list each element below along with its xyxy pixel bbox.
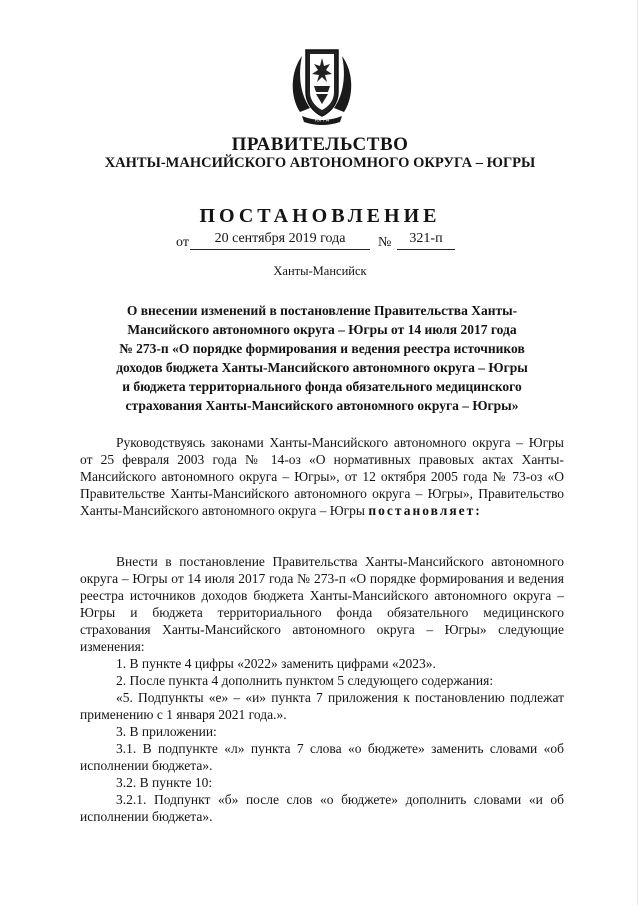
preamble-text: Руководствуясь законами Ханты-Мансийского автономного округа – Югры от 25 февраля 2003 года № 14-оз «О нормативных правовых актах Ханты-Мансийского автономного округа – Югры», от 12 октября 2005 года № 73-оз «О Правительстве Ханты-Мансийского автономного округа – Югры», Правительство Ханты-Мансийского автономного округа – Югры bbox=[80, 435, 564, 518]
list-item: 3.1. В подпункте «л» пункта 7 слова «о бюджете» заменить словами «об исполнении бюджета». bbox=[80, 741, 564, 773]
list-item: 2. После пункта 4 дополнить пунктом 5 следующего содержания: bbox=[116, 673, 494, 688]
title-line: О внесении изменений в постановление Правительства Ханты- bbox=[126, 303, 518, 318]
document-number: 321-п bbox=[397, 231, 455, 250]
emblem-text: ЮГРА bbox=[314, 117, 330, 124]
document-place: Ханты-Мансийск bbox=[273, 264, 367, 278]
date-number-line bbox=[0, 231, 640, 253]
coat-of-arms-icon bbox=[290, 42, 354, 128]
title-line: доходов бюджета Ханты-Мансийского автономного округа – Югры bbox=[116, 360, 528, 375]
amendments-section bbox=[80, 553, 564, 825]
list-item: 3.2. В пункте 10: bbox=[116, 775, 213, 790]
date-prefix: от bbox=[176, 235, 189, 250]
document-type: ПОСТАНОВЛЕНИЕ bbox=[199, 205, 441, 227]
list-item: 3.2.1. Подпункт «б» после слов «о бюджете» дополнить словами «и об исполнении бюджета». bbox=[80, 792, 564, 824]
list-item: 3. В приложении: bbox=[116, 724, 217, 739]
title-line: и бюджета территориального фонда обязательного медицинского bbox=[122, 379, 522, 394]
document-title bbox=[80, 301, 564, 415]
org-name: ПРАВИТЕЛЬСТВО bbox=[231, 134, 409, 155]
decree-word: постановляет: bbox=[368, 503, 482, 518]
title-line: № 273-п «О порядке формирования и ведения реестра источников bbox=[119, 341, 525, 356]
list-item: «5. Подпункты «е» – «и» пункта 7 приложения к постановлению подлежат применению с 1 января 2021 года.». bbox=[80, 690, 564, 722]
number-prefix: № bbox=[378, 235, 392, 250]
title-line: страхования Ханты-Мансийского автономного округа – Югры» bbox=[125, 398, 519, 413]
title-line: Мансийского автономного округа – Югры от 14 июля 2017 года bbox=[127, 322, 517, 337]
document-date: 20 сентября 2019 года bbox=[190, 231, 370, 250]
preamble-paragraph bbox=[80, 434, 564, 519]
emblem-graphic bbox=[290, 42, 354, 128]
intro-paragraph: Внести в постановление Правительства Ханты-Мансийского автономного округа – Югры от 14 июля 2017 года № 273-п «О порядке формирования и ведения реестра источников доходов бюджета Ханты-Мансийского автономного округа – Югры и бюджета территориального фонда обязательного медицинского страхования Ханты-Мансийского автономного округа – Югры» следующие изменения: bbox=[80, 554, 564, 654]
list-item: 1. В пункте 4 цифры «2022» заменить цифрами «2023». bbox=[116, 656, 436, 671]
org-region: ХАНТЫ-МАНСИЙСКОГО АВТОНОМНОГО ОКРУГА – ЮГРЫ bbox=[104, 155, 536, 171]
